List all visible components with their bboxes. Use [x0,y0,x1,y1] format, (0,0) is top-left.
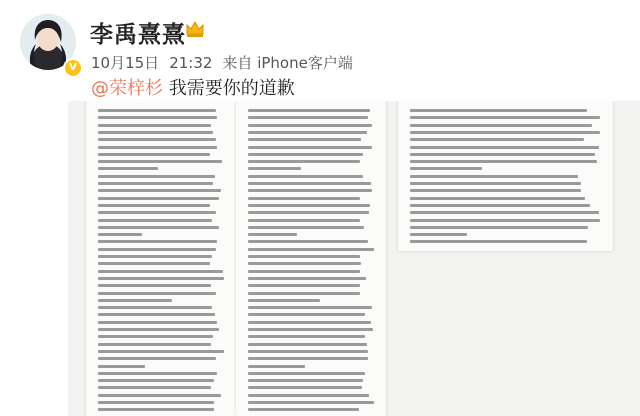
document-text-line [248,109,370,112]
document-text-line [98,401,214,404]
document-text-line [98,219,212,222]
document-text-line [410,160,597,163]
document-text-line [248,167,301,170]
document-text-line [248,284,360,287]
document-text-line [410,226,588,229]
vip-badge-icon: V [63,58,83,78]
document-text-line [248,204,370,207]
document-text-line [248,138,361,141]
document-text-line [410,204,590,207]
document-text-line [98,262,210,265]
document-text-line [98,328,219,331]
document-text-line [248,240,368,243]
post-time: 21:32 [169,54,213,72]
document-text-line [248,211,369,214]
crown-icon[interactable] [184,18,206,40]
document-text-line [248,394,369,397]
document-text-line [410,240,587,243]
document-text-line [248,401,374,404]
document-text-line [410,167,482,170]
attached-document-image[interactable] [68,101,640,416]
document-text-line [248,226,364,229]
document-text-line [410,182,581,185]
document-text-line [248,270,360,273]
document-text-line [248,379,363,382]
document-text-line [410,211,599,214]
document-text-line [248,335,365,338]
document-text-line [248,372,365,375]
document-text-line [248,182,371,185]
document-text-line [248,219,360,222]
document-text-line [410,109,587,112]
document-text-line [248,124,372,127]
document-text-line [248,292,360,295]
document-text-line [98,299,172,302]
document-text-line [98,306,212,309]
document-text-line [248,233,297,236]
document-text-line [98,394,221,397]
document-text-line [248,146,372,149]
document-text-line [98,153,210,156]
document-text-line [248,277,366,280]
document-text-line [98,270,223,273]
document-text-line [98,408,214,411]
document-text-line [410,233,467,236]
document-text-line [98,138,216,141]
document-text-line [98,277,224,280]
document-text-line [98,211,216,214]
document-text-line [98,124,211,127]
document-text-line [98,372,217,375]
document-text-line [248,116,368,119]
document-text-line [248,189,372,192]
document-text-line [248,160,360,163]
document-text-line [98,365,145,368]
document-text-line [98,292,216,295]
document-text-line [98,182,213,185]
document-text-line [248,153,363,156]
document-text-line [98,197,219,200]
document-text-line [248,262,361,265]
document-text-line [248,365,305,368]
document-text-line [98,233,142,236]
document-page-middle [236,101,386,416]
document-text-line [410,124,592,127]
document-text-line [98,167,158,170]
document-text-line [98,160,222,163]
username[interactable]: 李禹熹熹 [90,22,186,48]
document-text-line [98,146,217,149]
document-text-line [98,109,216,112]
document-text-line [248,386,362,389]
document-text-line [98,226,219,229]
document-text-line [98,175,215,178]
document-text-line [248,357,368,360]
document-text-line [98,343,211,346]
document-text-line [98,335,213,338]
post-source: 来自 iPhone客户端 [222,54,353,72]
document-text-line [410,146,599,149]
document-text-line [248,321,371,324]
document-text-line [248,255,360,258]
post-header [0,0,640,99]
document-text-line [98,204,210,207]
document-text-line [248,313,365,316]
document-text-line [410,189,581,192]
document-page-right [398,101,613,251]
document-page-left [86,101,236,416]
document-text-line [248,175,363,178]
mention-link[interactable]: @荣梓杉 [91,78,163,99]
document-text-line [410,131,600,134]
document-text-line [248,299,320,302]
post-date: 10月15日 [91,54,160,72]
document-text-line [410,219,600,222]
document-text-line [410,197,585,200]
post-text [91,74,295,100]
document-text-line [248,131,367,134]
document-text-line [248,306,372,309]
document-text-line [98,379,214,382]
document-text-line [98,131,213,134]
document-text-line [98,313,215,316]
post-message: 我需要你的道歉 [163,78,295,99]
document-text-line [248,350,368,353]
document-text-line [410,138,584,141]
document-text-line [248,197,360,200]
document-text-line [248,343,367,346]
document-text-line [98,248,216,251]
document-text-line [248,408,359,411]
document-text-line [98,350,224,353]
document-text-line [248,328,373,331]
document-text-line [98,386,211,389]
post-meta [91,52,363,73]
document-text-line [98,284,211,287]
document-text-line [98,240,217,243]
document-text-line [98,255,212,258]
document-text-line [98,189,221,192]
document-text-line [410,175,578,178]
document-text-line [410,116,600,119]
document-text-line [248,248,374,251]
document-text-line [98,116,217,119]
document-text-line [98,357,216,360]
document-text-line [98,321,217,324]
document-text-line [410,153,595,156]
